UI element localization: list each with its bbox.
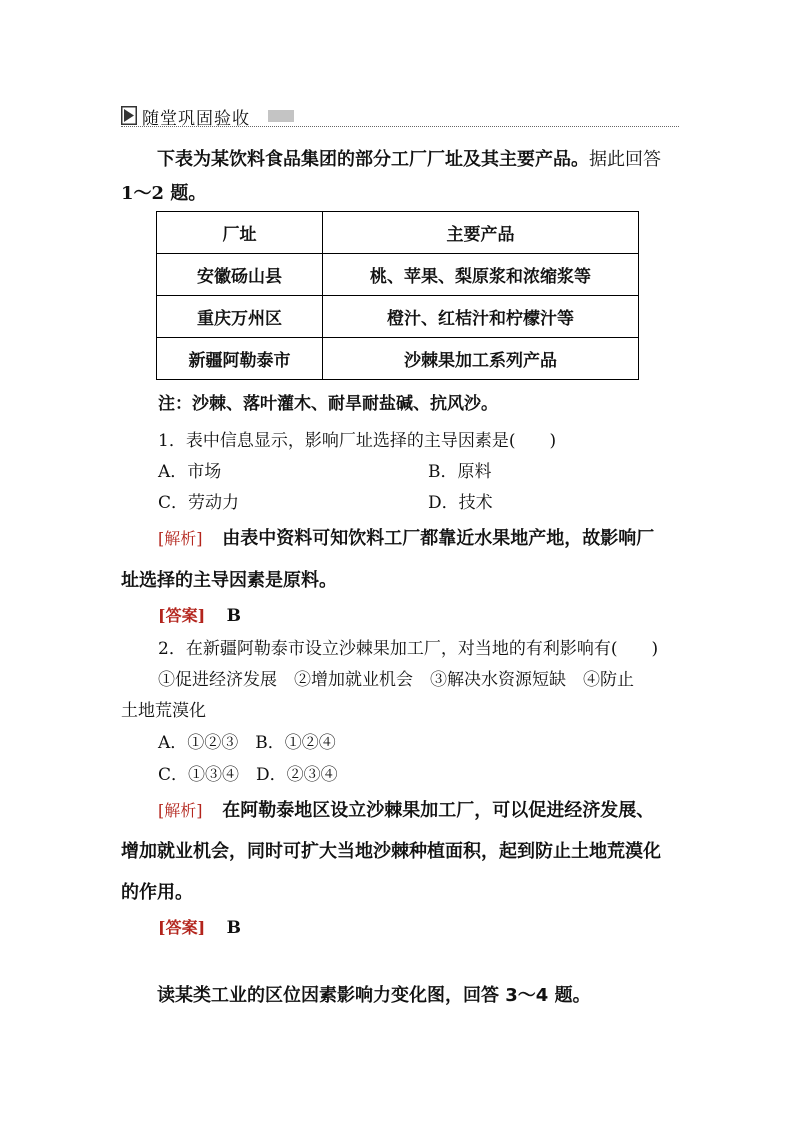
q1-analysis-line2: 址选择的主导因素是原料。 xyxy=(121,570,337,591)
q1-answer-value: B xyxy=(226,606,241,626)
table-header-row xyxy=(157,212,639,254)
intro-text xyxy=(157,145,661,171)
analysis-label: [解析] xyxy=(158,801,203,820)
q2-analysis-line2: 增加就业机会，同时可扩大当地沙棘种植面积，起到防止土地荒漠化 xyxy=(121,841,661,862)
q2-answer xyxy=(158,915,241,938)
play-arrow-icon xyxy=(121,106,137,125)
q1-analysis xyxy=(158,524,654,550)
intro-tail: 据此回答 xyxy=(589,149,661,170)
q1-stem: 1．表中信息显示，影响厂址选择的主导因素是( ) xyxy=(158,431,557,451)
header-divider xyxy=(121,126,679,127)
q2-items-line2: 土地荒漠化 xyxy=(121,701,206,721)
q1-option-a: A．市场 xyxy=(158,462,222,482)
q2-options-line1: A．①②③ B．①②④ xyxy=(158,733,336,753)
q2-analysis xyxy=(158,796,654,822)
table-cell: 重庆万州区 xyxy=(157,296,323,338)
q1-option-d: D．技术 xyxy=(428,493,493,513)
next-intro: 读某类工业的区位因素影响力变化图，回答 3～4 题。 xyxy=(157,985,591,1006)
table-cell: 沙棘果加工系列产品 xyxy=(323,338,639,380)
intro-line2: 1～2 题。 xyxy=(121,183,207,204)
table-cell: 新疆阿勒泰市 xyxy=(157,338,323,380)
table-cell: 安徽砀山县 xyxy=(157,254,323,296)
table-cell: 桃、苹果、梨原浆和浓缩浆等 xyxy=(323,254,639,296)
q2-analysis-line1: 在阿勒泰地区设立沙棘果加工厂，可以促进经济发展、 xyxy=(222,800,655,821)
analysis-label: [解析] xyxy=(158,529,203,548)
table-row xyxy=(157,338,639,380)
table-note: 注：沙棘、落叶灌木、耐旱耐盐碱、抗风沙。 xyxy=(158,394,498,414)
table-cell: 橙汁、红桔汁和柠檬汁等 xyxy=(323,296,639,338)
table-header-cell: 厂址 xyxy=(157,212,323,254)
q1-answer xyxy=(158,603,241,626)
q2-stem: 2．在新疆阿勒泰市设立沙棘果加工厂，对当地的有利影响有( ) xyxy=(158,639,659,659)
section-title: 随堂巩固验收 xyxy=(142,109,250,129)
table-row xyxy=(157,254,639,296)
q2-items-line1: ①促进经济发展 ②增加就业机会 ③解决水资源短缺 ④防止 xyxy=(158,670,634,690)
table-header-cell: 主要产品 xyxy=(323,212,639,254)
intro-main: 下表为某饮料食品集团的部分工厂厂址及其主要产品。 xyxy=(157,149,589,170)
q2-options-line2: C．①③④ D．②③④ xyxy=(158,765,338,785)
q2-analysis-line3: 的作用。 xyxy=(121,882,193,903)
answer-label: [答案] xyxy=(158,918,206,937)
q2-answer-value: B xyxy=(226,918,241,938)
table-row xyxy=(157,296,639,338)
answer-label: [答案] xyxy=(158,606,206,625)
q1-analysis-line1: 由表中资料可知饮料工厂都靠近水果地产地，故影响厂 xyxy=(222,528,655,549)
q1-option-b: B．原料 xyxy=(428,462,492,482)
header-decoration xyxy=(268,110,294,122)
factory-table xyxy=(156,211,639,380)
q1-option-c: C．劳动力 xyxy=(158,493,240,513)
